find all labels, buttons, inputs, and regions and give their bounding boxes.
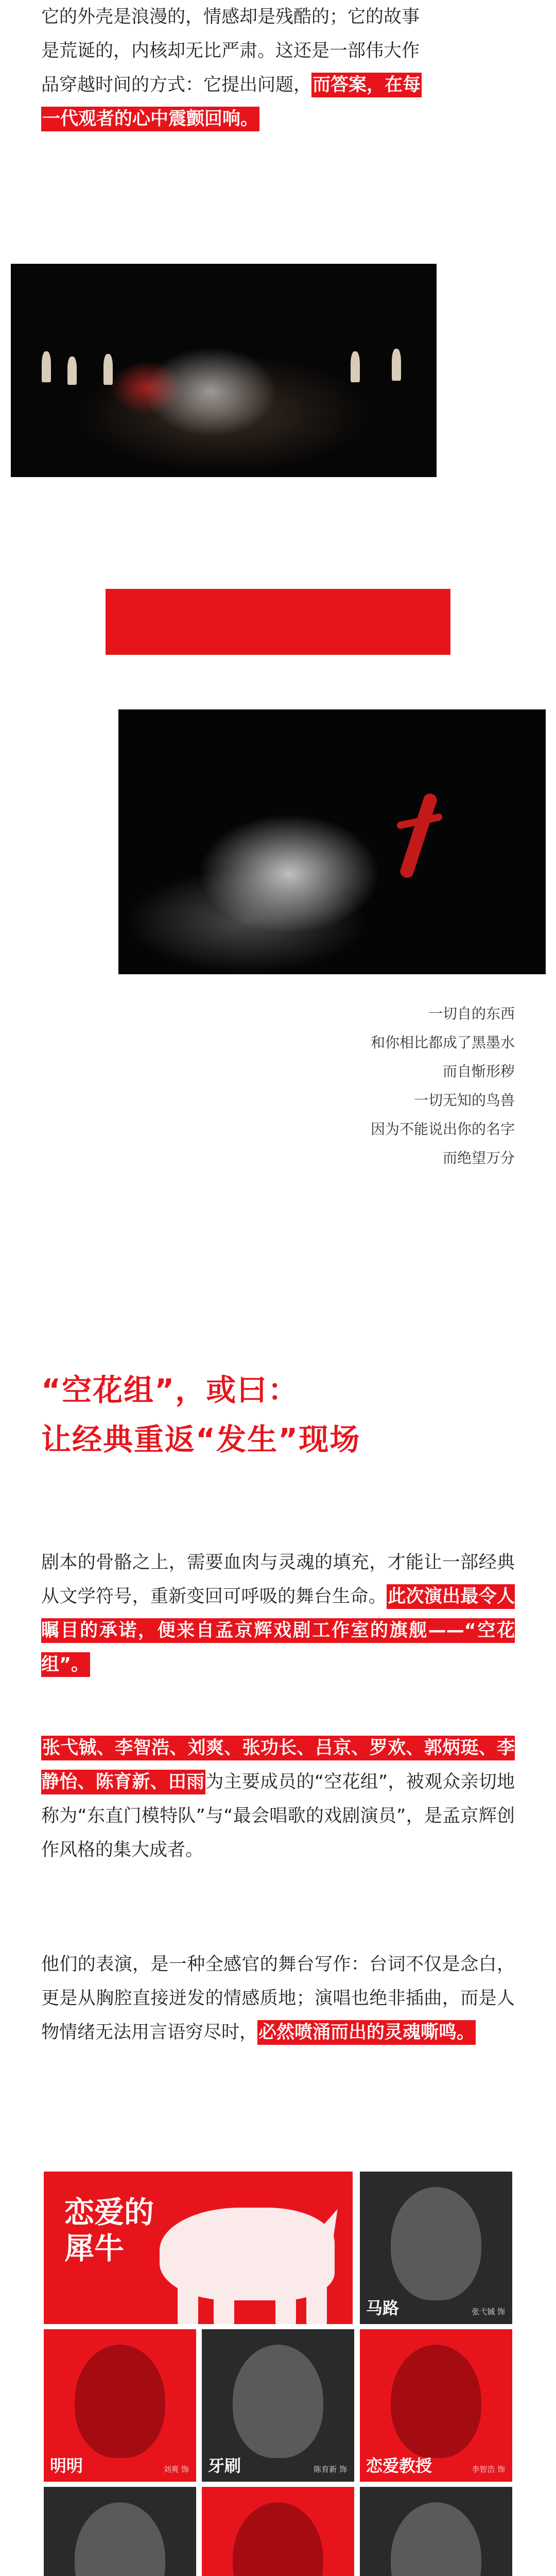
poem-line: 因为不能说出你的名字 xyxy=(370,1121,515,1138)
poem-line: 而自惭形秽 xyxy=(442,1063,515,1080)
stage-photo-2 xyxy=(118,709,546,974)
dancer-figure xyxy=(398,792,438,879)
cast-card xyxy=(44,2487,196,2576)
cast-poster xyxy=(44,2172,512,2576)
actor-portrait xyxy=(391,2345,481,2458)
actor-portrait xyxy=(233,2345,323,2458)
intro-highlight-2: 一代观者的心中震颤回响。 xyxy=(41,107,259,131)
actor-portrait xyxy=(75,2502,165,2576)
actor-figure xyxy=(67,357,77,385)
heading-line-1: “空花组”，或曰： xyxy=(41,1372,299,1408)
actor-name: 张弋铖 饰 xyxy=(472,2307,505,2316)
poster-title xyxy=(64,2194,154,2266)
actor-name: 陈育新 饰 xyxy=(314,2465,347,2474)
paragraph-1-highlight: 此次演出最令人瞩目的承诺，便来自孟京辉戏剧工作室的旗舰——“空花组”。 xyxy=(41,1584,515,1677)
poem-line: 和你相比都成了黑墨水 xyxy=(370,1034,515,1051)
poem-line: 一切自的东西 xyxy=(428,1005,515,1022)
role-name: 牙刷 xyxy=(208,2456,241,2476)
poem-line: 一切无知的鸟兽 xyxy=(413,1092,515,1109)
rhino-leg xyxy=(214,2285,234,2324)
actor-figure xyxy=(42,351,51,382)
intro-line-3: 品穿越时间的方式：它提出问题， xyxy=(41,75,312,95)
paragraph-1 xyxy=(41,1546,515,1682)
actor-figure xyxy=(351,351,360,382)
intro-line-2: 是荒诞的，内核却无比严肃。这还是一部伟大作 xyxy=(41,41,420,61)
actor-figure xyxy=(103,354,113,385)
role-name: 明明 xyxy=(50,2456,83,2476)
cast-card xyxy=(360,2172,512,2324)
red-divider-band xyxy=(106,589,450,655)
actor-portrait xyxy=(233,2502,323,2576)
rhino-leg xyxy=(275,2285,296,2324)
actor-name: 李智浩 饰 xyxy=(472,2465,505,2474)
poster-title-line-1: 恋爱的 xyxy=(64,2195,154,2230)
role-name: 马路 xyxy=(366,2298,399,2318)
cast-card xyxy=(360,2329,512,2482)
paragraph-2 xyxy=(41,1731,515,1867)
cast-card xyxy=(202,2329,354,2482)
rhino-leg xyxy=(306,2285,327,2324)
actor-portrait xyxy=(391,2502,481,2576)
intro-line-1: 它的外壳是浪漫的，情感却是残酷的；它的故事 xyxy=(41,7,420,27)
rhino-leg xyxy=(178,2285,198,2324)
role-name: 恋爱教授 xyxy=(366,2456,432,2476)
paragraph-2-highlight: 张弋铖、李智浩、刘爽、张功长、吕京、罗欢、郭炳珽、李静怡、陈育新、田雨 xyxy=(41,1736,515,1794)
actor-portrait xyxy=(391,2187,481,2300)
heading-line-2: 让经典重返“发生”现场 xyxy=(41,1422,361,1457)
intro-paragraph xyxy=(41,0,515,136)
poem-line: 而绝望万分 xyxy=(442,1149,515,1166)
paragraph-3 xyxy=(41,1947,515,2049)
cast-card xyxy=(360,2487,512,2576)
cast-card xyxy=(202,2487,354,2576)
paragraph-2-text: 为主要成员的“空花组”，被观众亲切地称为“东直门模特队”与“最会唱歌的戏剧演员”，是孟京辉创作风格的集大成者。 xyxy=(41,1772,515,1860)
paragraph-3-highlight: 必然喷涌而出的灵魂嘶鸣。 xyxy=(257,2020,476,2045)
stage-photo-1 xyxy=(11,264,437,477)
paragraph-1-text: 剧本的骨骼之上，需要血肉与灵魂的填充，才能让一部经典从文学符号，重新变回可呼吸的舞台生命。 xyxy=(41,1552,515,1607)
paragraph-3-text: 他们的表演，是一种全感官的舞台写作：台词不仅是念白，更是从胸腔直接迸发的情感质地；演唱也绝非插曲，而是人物情绪无法用言语穷尽时， xyxy=(41,1954,515,2043)
section-heading xyxy=(41,1365,360,1464)
cast-card xyxy=(44,2329,196,2482)
poem-block xyxy=(371,999,515,1173)
actor-figure xyxy=(392,349,401,381)
intro-highlight-1: 而答案，在每 xyxy=(311,73,422,97)
actor-name: 刘爽 饰 xyxy=(163,2465,189,2474)
poster-title-line-2: 犀牛 xyxy=(64,2231,125,2266)
poster-title-cell xyxy=(44,2172,353,2324)
actor-portrait xyxy=(75,2345,165,2458)
